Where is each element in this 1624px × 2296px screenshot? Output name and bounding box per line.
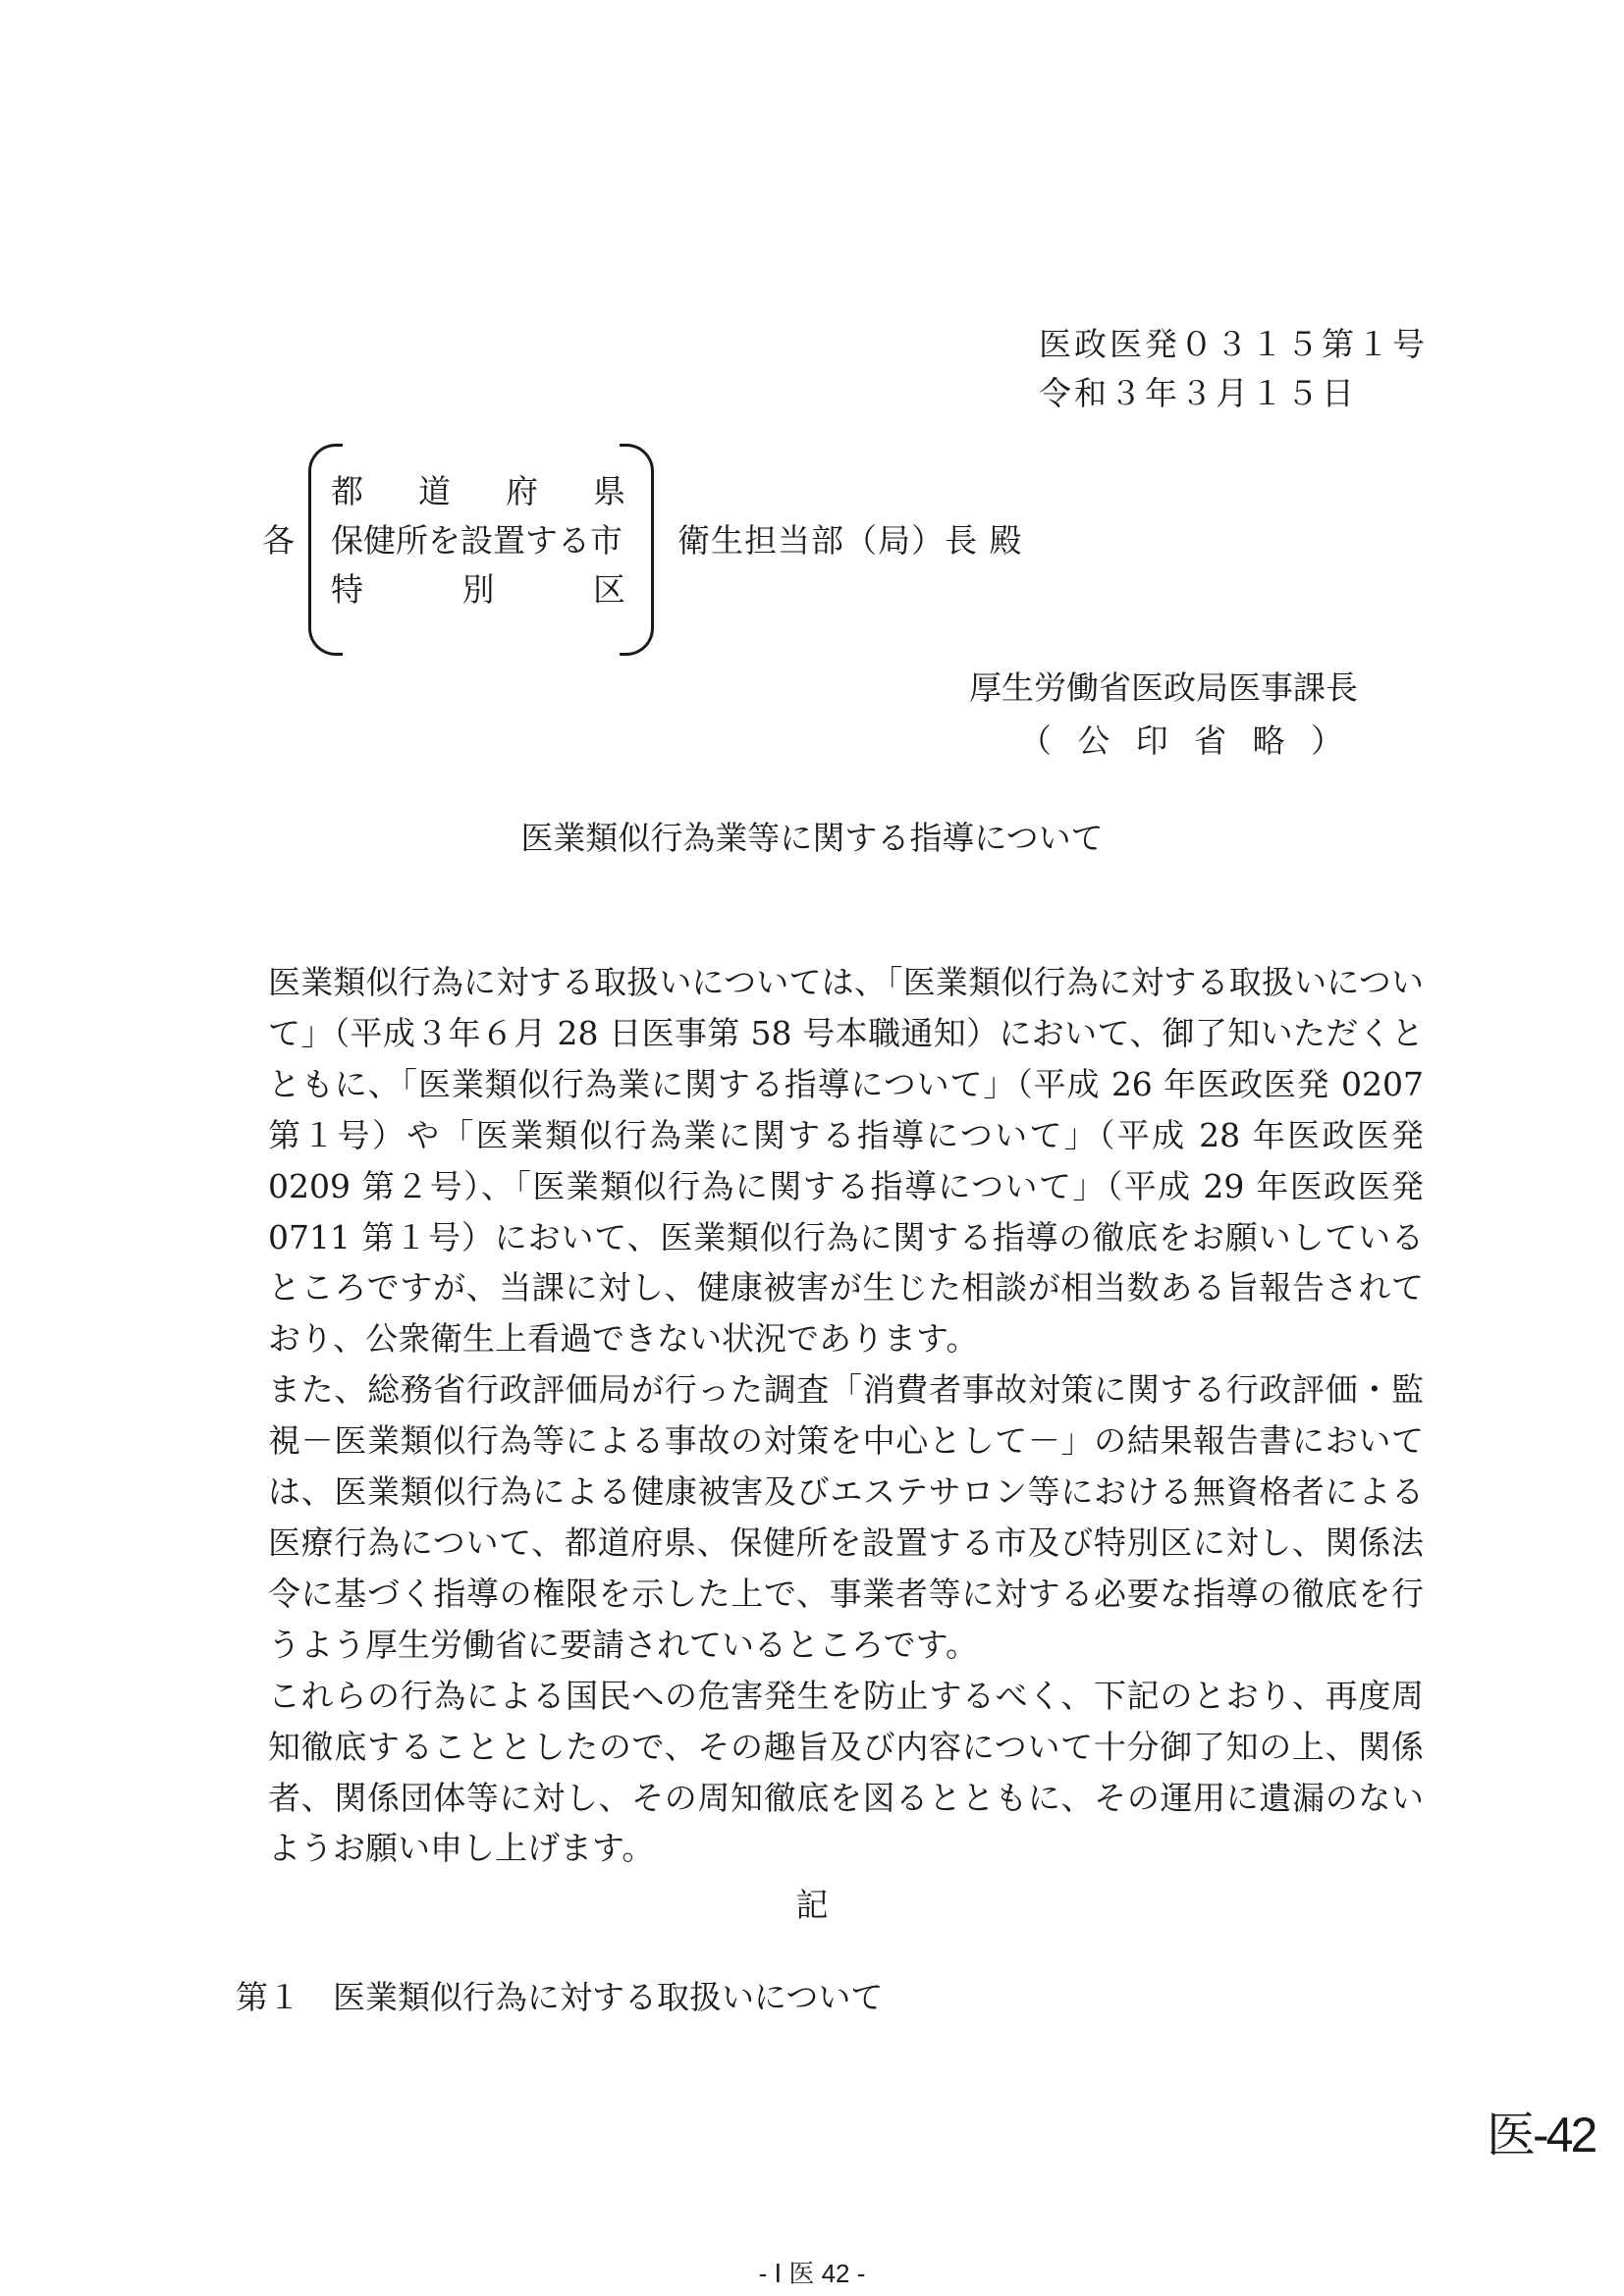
addressee-special-wards: 特 別 区 [331,570,625,609]
body-paragraph-3: これらの行為による国民への危害発生を防止するべく、下記のとおり、再度周知徹底することとしたので、その趣旨及び内容について十分御了知の上、関係者、関係団体等に対し、その周知徹底を図るとともに、その運用に遺漏のないようお願い申し上げます。 [268,1676,1424,1868]
addressee-prefix: 各 [262,521,295,560]
sender-name: 厚生労働省医政局医事課長 [969,668,1358,707]
addressee-prefectures: 都 道 府 県 [331,472,625,510]
body-paragraph-2: また、総務省行政評価局が行った調査「消費者事故対策に関する行政評価・監視－医業類似行為等による事故の対策を中心として－」の結果報告書においては、医業類似行為による健康被害及びエステサロン等における無資格者による医療行為について、都道府県、保健所を設置する市及び特別区に対し、関係法令に基づく指導の権限を示した上で、事業者等に対する必要な指導の徹底を行うよう厚生労働省に要請されているところです。 [268,1370,1425,1664]
section-1-heading: 第１ 医業類似行為に対する取扱いについて [236,1978,884,2016]
document-title: 医業類似行為業等に関する指導について [520,819,1104,857]
seal-omitted-note: （ 公 印 省 略 ） [1019,721,1343,760]
body-paragraph-1: 医業類似行為に対する取扱いについては、「医業類似行為に対する取扱いについて」（平成３年６月 28 日医事第 58 号本職通知）において、御了知いただくとともに、「医業類似行為業に関する指導について」（平成 26 年医政医発 0207 第１号）や「医業類似行為業に関する指導について」（平成 28 年医政医発 0209 第２号）、「医業類似行為に関する指導について」（平成 29 年医政医発 0711 第１号）において、医業類似行為に関する指導の徹底をお願いしているところですが、当課に対し、健康被害が生じた相談が相当数ある旨報告されており、公衆衛生上看過できない状況であります。 [268,963,1424,1359]
body-text [236,957,1424,1874]
addressee-title: 衛生担当部（局）長 殿 [677,521,1023,560]
document-number: 医政医発０３１５第１号 [1039,325,1428,363]
page-number: - Ⅰ 医 42 - [758,2259,866,2288]
ki-heading: 記 [795,1886,829,1924]
side-tab-label: 医-42 [1487,2108,1596,2163]
document-date: 令和３年３月１５日 [1039,374,1357,412]
addressee-cities: 保健所を設置する市 [331,521,623,560]
right-brace [620,444,654,656]
